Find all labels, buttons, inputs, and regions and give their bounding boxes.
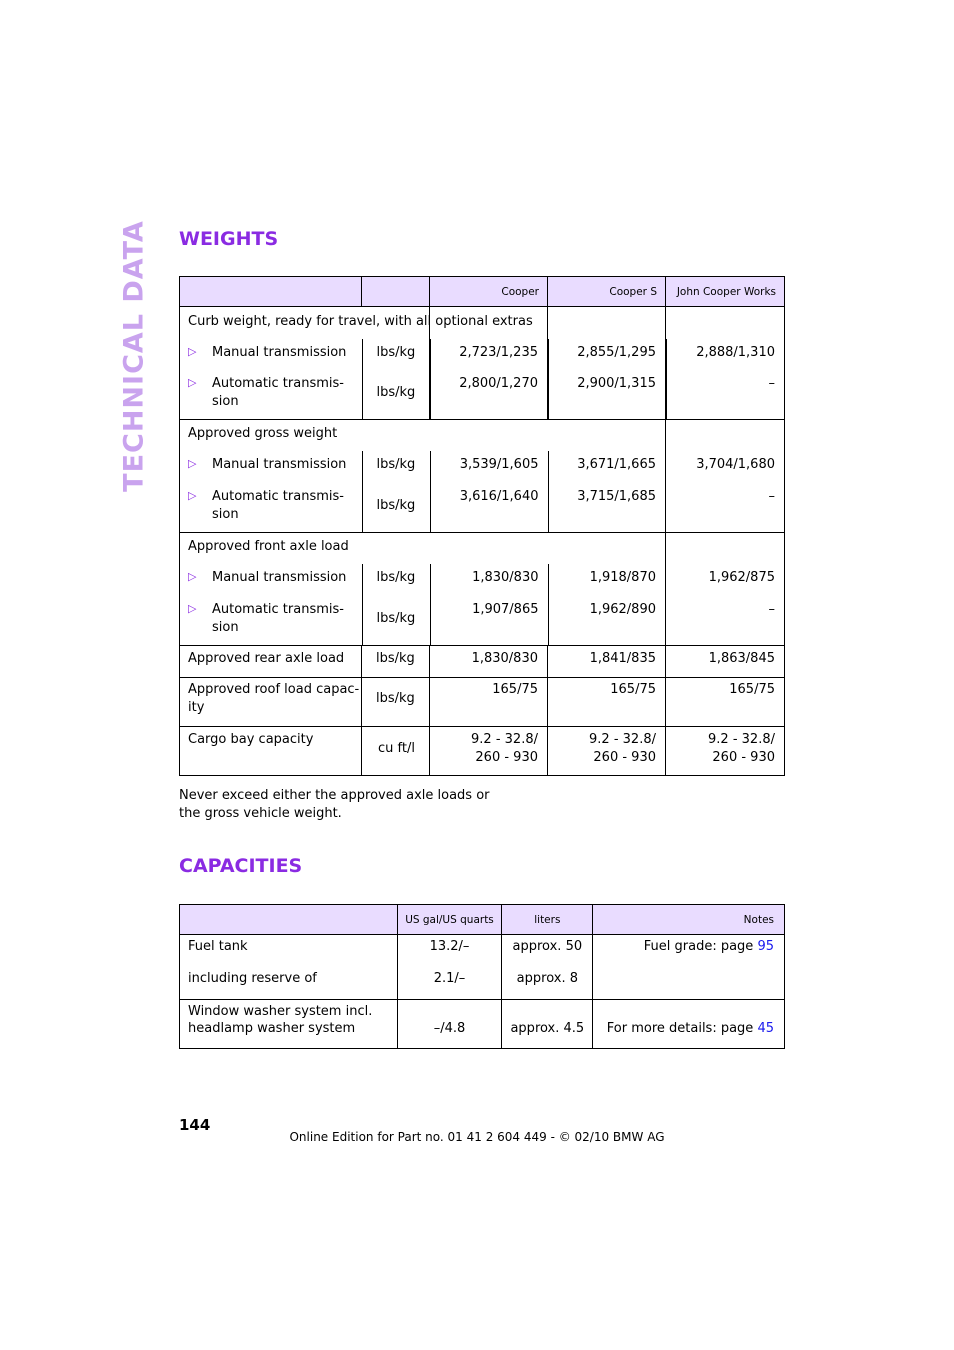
capacities-heading: CAPACITIES xyxy=(179,855,303,877)
cargo-jcw-2: 260 - 930 xyxy=(712,750,775,765)
gross-auto-label-1: Automatic transmis- xyxy=(212,489,344,504)
bullet-triangle-icon: ▷ xyxy=(188,570,197,583)
roof-load-cooper: 165/75 xyxy=(492,682,538,697)
capacities-header-row xyxy=(180,905,785,935)
rear-axle-label: Approved rear axle load xyxy=(188,651,345,666)
bullet-triangle-icon: ▷ xyxy=(188,457,197,470)
reserve-liters: approx. 8 xyxy=(516,971,578,986)
side-tab-label: TECHNICAL DATA xyxy=(118,220,150,492)
gross-auto-unit: lbs/kg xyxy=(376,498,416,513)
bullet-triangle-icon: ▷ xyxy=(188,489,197,502)
curb-manual-unit: lbs/kg xyxy=(376,345,416,360)
cargo-cooper-1: 9.2 - 32.8/ xyxy=(471,732,538,747)
front-manual-cooper-s: 1,918/870 xyxy=(589,570,656,585)
header-cell-label xyxy=(180,277,362,307)
washer-liters: approx. 4.5 xyxy=(510,1021,585,1036)
header-cell-cooper: Cooper xyxy=(430,277,548,307)
front-auto-label-2: sion xyxy=(212,620,239,635)
weights-heading: WEIGHTS xyxy=(179,228,279,250)
bullet-triangle-icon: ▷ xyxy=(188,602,197,615)
cap-header-liters: liters xyxy=(502,905,593,935)
gross-auto-label-2: sion xyxy=(212,507,239,522)
fuel-notes-text: Fuel grade: page xyxy=(643,939,758,954)
header-cell-cooper-s: Cooper S xyxy=(548,277,666,307)
gross-manual-cooper: 3,539/1,605 xyxy=(459,457,539,472)
curb-weight-label: Curb weight, ready for travel, with all optional extras xyxy=(188,314,533,329)
curb-auto-label-1: Automatic transmis- xyxy=(212,376,344,391)
washer-us: –/4.8 xyxy=(433,1021,466,1036)
front-manual-label: Manual transmission xyxy=(212,570,347,585)
weights-note-line-1: Never exceed either the approved axle loads or xyxy=(179,788,490,803)
washer-label-2: headlamp washer system xyxy=(188,1021,356,1036)
front-auto-cooper-s: 1,962/890 xyxy=(589,602,656,617)
cargo-jcw-1: 9.2 - 32.8/ xyxy=(708,732,775,747)
weights-header-row xyxy=(180,277,785,307)
fuel-tank-notes xyxy=(644,938,774,956)
front-manual-cooper: 1,830/830 xyxy=(472,570,539,585)
header-cell-jcw: John Cooper Works xyxy=(666,277,785,307)
reserve-us: 2.1/– xyxy=(433,971,466,986)
cap-header-us: US gal/US quarts xyxy=(397,905,502,935)
front-auto-jcw: – xyxy=(768,602,775,617)
fuel-tank-row xyxy=(180,935,785,1000)
cargo-unit: cu ft/l xyxy=(378,741,415,756)
gross-weight-group xyxy=(180,420,785,533)
curb-manual-jcw: 2,888/1,310 xyxy=(696,345,775,360)
roof-load-label-2: ity xyxy=(188,700,205,715)
gross-auto-cooper: 3,616/1,640 xyxy=(459,489,539,504)
cargo-cooper-s-2: 260 - 930 xyxy=(593,750,656,765)
gross-manual-label: Manual transmission xyxy=(212,457,347,472)
front-manual-jcw: 1,962/875 xyxy=(708,570,775,585)
capacities-table xyxy=(179,904,785,1049)
curb-manual-cooper: 2,723/1,235 xyxy=(459,345,538,360)
washer-row xyxy=(180,1000,785,1049)
roof-load-cooper-s: 165/75 xyxy=(610,682,656,697)
front-manual-unit: lbs/kg xyxy=(376,570,416,585)
cap-header-notes: Notes xyxy=(593,905,785,935)
header-cell-unit xyxy=(362,277,430,307)
footer-text: Online Edition for Part no. 01 41 2 604 449 - © 02/10 BMW AG xyxy=(289,1130,665,1144)
gross-manual-jcw: 3,704/1,680 xyxy=(696,457,775,472)
washer-details-page-link[interactable]: 45 xyxy=(757,1021,774,1036)
curb-auto-jcw: – xyxy=(768,376,775,391)
weights-note xyxy=(179,787,490,823)
washer-notes-text: For more details: page xyxy=(606,1021,758,1036)
rear-axle-row xyxy=(180,646,785,678)
section-side-tab xyxy=(118,220,150,492)
front-auto-label-1: Automatic transmis- xyxy=(212,602,344,617)
roof-load-unit: lbs/kg xyxy=(376,691,415,706)
page-number: 144 xyxy=(179,1116,211,1134)
front-auto-cooper: 1,907/865 xyxy=(472,602,539,617)
curb-weight-group xyxy=(180,307,785,420)
fuel-tank-us: 13.2/– xyxy=(429,939,470,954)
cap-header-label xyxy=(180,905,398,935)
front-axle-group xyxy=(180,533,785,646)
curb-auto-cooper: 2,800/1,270 xyxy=(459,376,538,391)
gross-auto-cooper-s: 3,715/1,685 xyxy=(577,489,656,504)
cargo-cooper-2: 260 - 930 xyxy=(475,750,538,765)
curb-auto-label-2: sion xyxy=(212,394,239,409)
roof-load-row xyxy=(180,678,785,727)
curb-auto-cooper-s: 2,900/1,315 xyxy=(577,376,656,391)
washer-notes xyxy=(607,1020,774,1038)
front-axle-label: Approved front axle load xyxy=(188,539,349,554)
gross-manual-unit: lbs/kg xyxy=(376,457,416,472)
roof-load-label-1: Approved roof load capac- xyxy=(188,682,360,697)
bullet-triangle-icon: ▷ xyxy=(188,345,197,358)
weights-note-line-2: the gross vehicle weight. xyxy=(179,806,342,821)
curb-auto-unit: lbs/kg xyxy=(376,385,416,400)
cargo-cooper-s-1: 9.2 - 32.8/ xyxy=(589,732,656,747)
gross-weight-label: Approved gross weight xyxy=(188,426,338,441)
roof-load-jcw: 165/75 xyxy=(729,682,775,697)
rear-axle-jcw: 1,863/845 xyxy=(708,651,775,666)
reserve-label: including reserve of xyxy=(188,971,317,986)
rear-axle-cooper-s: 1,841/835 xyxy=(589,651,656,666)
weights-table xyxy=(179,276,785,776)
cargo-capacity-row xyxy=(180,727,785,776)
fuel-tank-label: Fuel tank xyxy=(188,939,248,954)
rear-axle-unit: lbs/kg xyxy=(376,651,415,666)
washer-label-1: Window washer system incl. xyxy=(188,1004,373,1019)
gross-manual-cooper-s: 3,671/1,665 xyxy=(577,457,656,472)
bullet-triangle-icon: ▷ xyxy=(188,376,197,389)
fuel-grade-page-link[interactable]: 95 xyxy=(757,939,774,954)
gross-auto-jcw: – xyxy=(768,489,775,504)
cargo-label: Cargo bay capacity xyxy=(188,732,314,747)
curb-manual-cooper-s: 2,855/1,295 xyxy=(577,345,656,360)
curb-manual-label: Manual transmission xyxy=(212,345,347,360)
rear-axle-cooper: 1,830/830 xyxy=(471,651,538,666)
fuel-tank-liters: approx. 50 xyxy=(512,939,583,954)
front-auto-unit: lbs/kg xyxy=(376,611,416,626)
